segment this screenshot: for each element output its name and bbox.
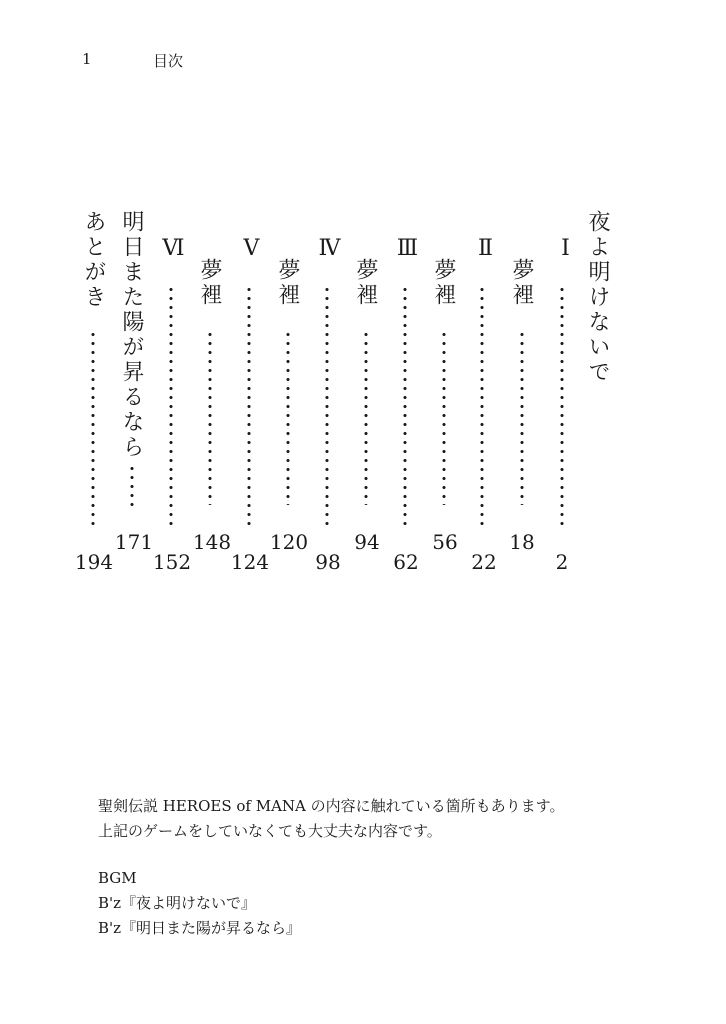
toc-leader-dots [442, 330, 446, 505]
toc-page: 18 [509, 530, 535, 554]
toc-leader-dots [480, 285, 484, 525]
toc-page: 22 [471, 550, 497, 574]
toc-page: 194 [74, 550, 114, 574]
notice-line: 聖剣伝説 HEROES of MANA の内容に触れている箇所もあります。 [98, 797, 565, 815]
toc-chapter-1: Ⅰ [553, 236, 578, 264]
page-title: 目次 [153, 52, 184, 70]
toc-item-interlude-2: 夢裡 [431, 258, 456, 308]
toc-page: 148 [192, 530, 232, 554]
toc-page: 94 [354, 530, 380, 554]
toc-page: 124 [230, 550, 270, 574]
toc-leader-dots [403, 285, 407, 525]
toc-leader-dots [520, 330, 524, 505]
toc-title-main: 夜よ明けないで [585, 210, 610, 385]
bgm-section [98, 866, 301, 940]
toc-leader-dots [560, 285, 564, 525]
toc-leader-dots [247, 285, 251, 525]
toc-chapter-6: Ⅵ [161, 236, 186, 264]
page-number: 1 [82, 50, 92, 68]
toc-chapter-5: Ⅴ [239, 236, 264, 264]
toc-leader-dots [91, 330, 95, 525]
toc-item-interlude-1: 夢裡 [509, 258, 534, 308]
toc-page: 62 [393, 550, 419, 574]
toc-afterword: あとがき [81, 210, 106, 310]
toc-chapter-4: Ⅳ [317, 236, 342, 264]
bgm-heading: BGM [98, 869, 137, 887]
toc-leader-dots [208, 330, 212, 505]
toc-page: 98 [315, 550, 341, 574]
content-notice [98, 794, 564, 844]
toc-page: 152 [152, 550, 192, 574]
toc-title-finale: 明日また陽が昇るなら [119, 210, 144, 460]
bgm-track: B'z『明日また陽が昇るなら』 [98, 918, 302, 937]
toc-leader-dots [169, 285, 173, 525]
bgm-track: B'z『夜よ明けないで』 [98, 893, 257, 912]
toc-page: 56 [432, 530, 458, 554]
toc-page: 2 [555, 550, 569, 574]
toc-leader-dots [130, 464, 134, 508]
toc-item-interlude-5: 夢裡 [197, 258, 222, 308]
toc-item-interlude-3: 夢裡 [353, 258, 378, 308]
toc-leader-dots [364, 330, 368, 505]
toc-leader-dots [325, 285, 329, 525]
toc-item-interlude-4: 夢裡 [275, 258, 300, 308]
toc-chapter-2: Ⅱ [473, 236, 498, 264]
toc-page: 120 [269, 530, 309, 554]
notice-line: 上記のゲームをしていなくても大丈夫な内容です。 [98, 821, 442, 840]
toc-leader-dots [286, 330, 290, 505]
toc-chapter-3: Ⅲ [395, 236, 420, 264]
toc-page: 171 [114, 530, 154, 554]
